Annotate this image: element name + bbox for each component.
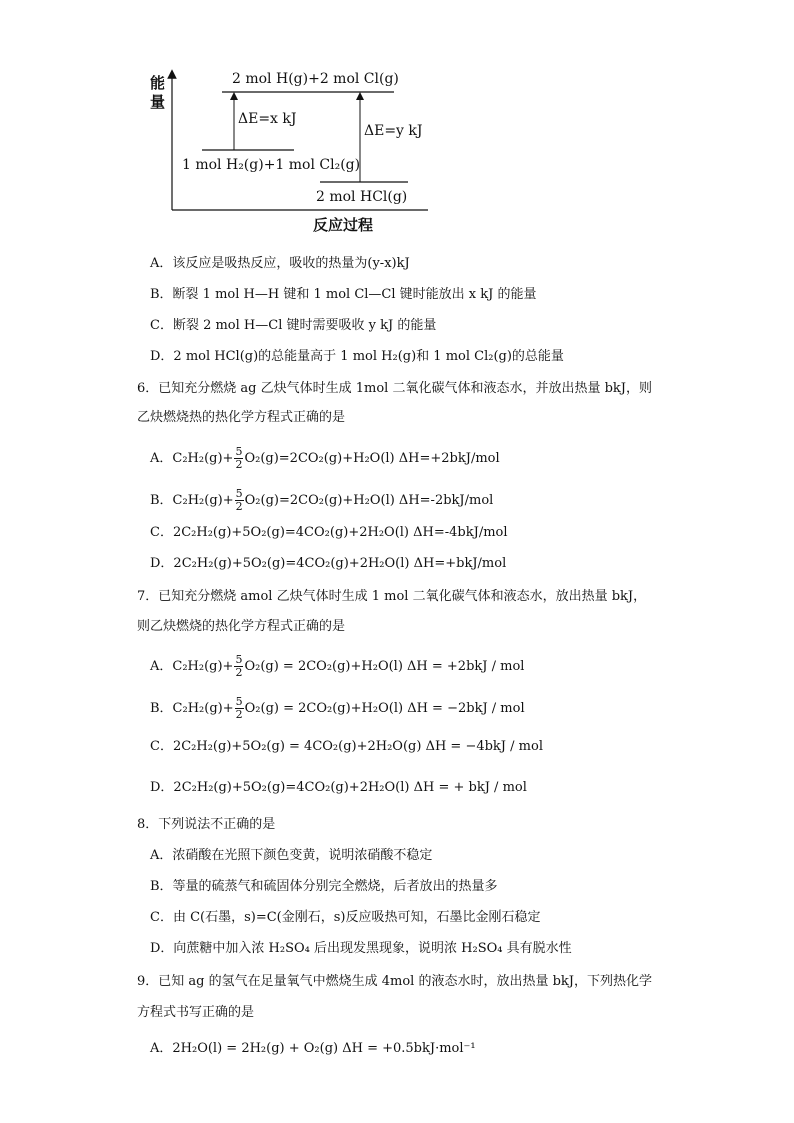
q5-option-b: B．断裂 1 mol H—H 键和 1 mol Cl—Cl 键时能放出 x kJ 的能量 [150, 287, 537, 302]
q8-option-c: C．由 C(石墨，s)=C(金刚石，s)反应吸热可知，石墨比金刚石稳定 [150, 910, 541, 925]
q6-option-c: C．2C₂H₂(g)+5O₂(g)=4CO₂(g)+2H₂O(l) ΔH=-4bkJ/mol [150, 525, 508, 540]
q9-stem-line-2: 方程式书写正确的是 [137, 1005, 255, 1020]
q8-stem: 8．下列说法不正确的是 [137, 817, 276, 832]
energy-diagram-graphic [140, 64, 440, 234]
delta-x-label: ΔE=x kJ [238, 111, 297, 127]
q5-option-c: C．断裂 2 mol H—Cl 键时需要吸收 y kJ 的能量 [150, 318, 437, 333]
energy-diagram [140, 64, 440, 234]
q7-stem-line-1: 7．已知充分燃烧 amol 乙炔气体时生成 1 mol 二氧化碳气体和液态水，放出热量 bkJ， [137, 589, 647, 604]
q7-option-b: B．C₂H₂(g)+ $\frac{5}{2}$ O₂(g) = 2CO₂(g)+H₂O(l) ΔH = −2bkJ / mol [150, 695, 525, 721]
fraction-5-2: $\frac{5}{2}$ [235, 695, 243, 721]
q8-option-b: B．等量的硫蒸气和硫固体分别完全燃烧，后者放出的热量多 [150, 879, 498, 894]
q8-option-d: D．向蔗糖中加入浓 H₂SO₄ 后出现发黑现象，说明浓 H₂SO₄ 具有脱水性 [150, 941, 572, 956]
product-level-label: 2 mol HCl(g) [316, 189, 408, 205]
q7-option-d: D．2C₂H₂(g)+5O₂(g)=4CO₂(g)+2H₂O(l) ΔH = + bkJ / mol [150, 780, 527, 795]
q6-stem-line-1: 6．已知充分燃烧 ag 乙炔气体时生成 1mol 二氧化碳气体和液态水，并放出热量 bkJ，则 [137, 381, 652, 396]
q6-stem-line-2: 乙炔燃烧热的热化学方程式正确的是 [137, 410, 346, 425]
q9-option-a: A．2H₂O(l) = 2H₂(g) + O₂(g) ΔH = +0.5bkJ·mol⁻¹ [150, 1041, 476, 1056]
fraction-5-2: $\frac{5}{2}$ [235, 487, 243, 513]
fraction-5-2: $\frac{5}{2}$ [235, 653, 243, 679]
y-axis-label: 能量 [150, 74, 166, 111]
reactant-level-label: 1 mol H₂(g)+1 mol Cl₂(g) [182, 157, 361, 173]
q7-option-a: A．C₂H₂(g)+ $\frac{5}{2}$ O₂(g) = 2CO₂(g)+H₂O(l) ΔH = +2bkJ / mol [150, 653, 525, 679]
q7-option-c: C．2C₂H₂(g)+5O₂(g) = 4CO₂(g)+2H₂O(g) ΔH = −4bkJ / mol [150, 739, 543, 754]
top-level-label: 2 mol H(g)+2 mol Cl(g) [232, 71, 399, 87]
q5-option-a: A．该反应是吸热反应，吸收的热量为(y-x)kJ [150, 256, 410, 271]
q7-stem-line-2: 则乙炔燃烧的热化学方程式正确的是 [137, 619, 346, 634]
x-axis-label: 反应过程 [313, 216, 374, 234]
q6-option-b: B．C₂H₂(g)+ $\frac{5}{2}$ O₂(g)=2CO₂(g)+H₂O(l) ΔH=-2bkJ/mol [150, 487, 494, 513]
q8-option-a: A．浓硝酸在光照下颜色变黄，说明浓硝酸不稳定 [150, 848, 433, 863]
fraction-5-2: $\frac{5}{2}$ [235, 445, 243, 471]
q9-stem-line-1: 9．已知 ag 的氢气在足量氧气中燃烧生成 4mol 的液态水时，放出热量 bkJ，下列热化学 [137, 974, 652, 989]
q5-option-d: D．2 mol HCl(g)的总能量高于 1 mol H₂(g)和 1 mol Cl₂(g)的总能量 [150, 349, 564, 364]
q6-option-d: D．2C₂H₂(g)+5O₂(g)=4CO₂(g)+2H₂O(l) ΔH=+bkJ/mol [150, 556, 507, 571]
q6-option-a: A．C₂H₂(g)+ $\frac{5}{2}$ O₂(g)=2CO₂(g)+H₂O(l) ΔH=+2bkJ/mol [150, 445, 500, 471]
delta-y-label: ΔE=y kJ [364, 123, 423, 139]
